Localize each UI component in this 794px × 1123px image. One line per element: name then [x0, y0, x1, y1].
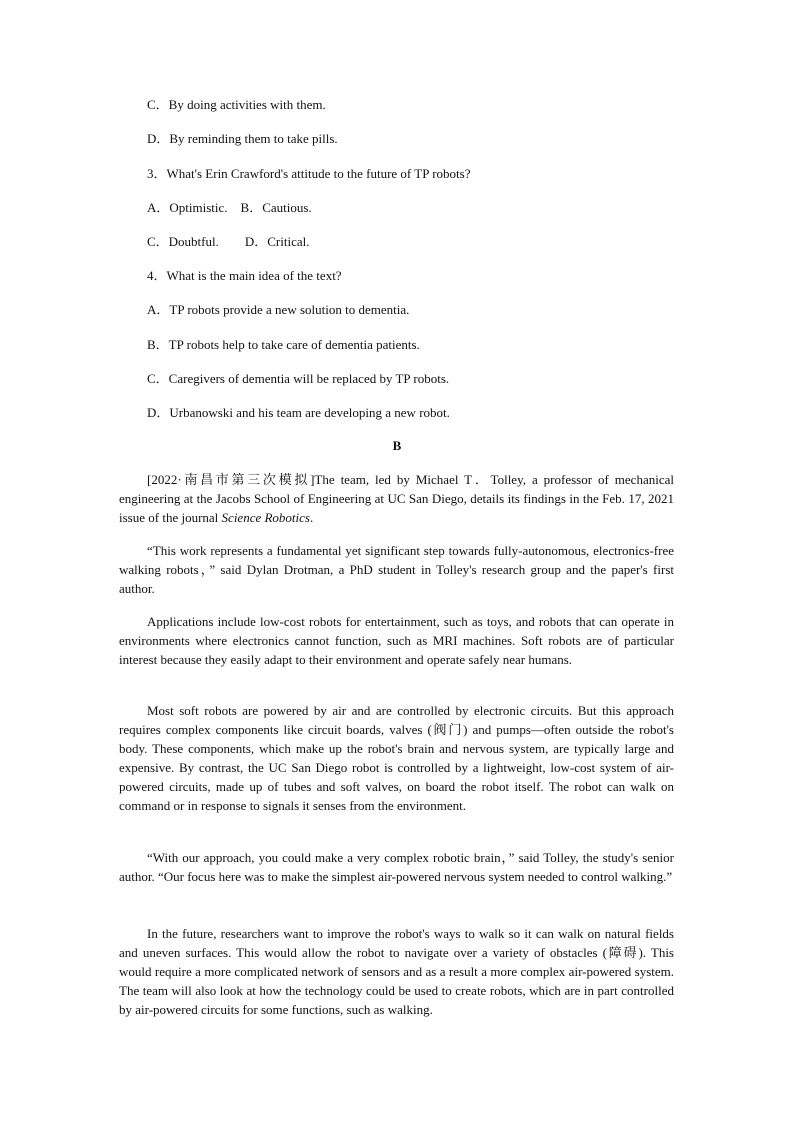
paragraph-3: Applications include low-cost robots for entertainment, such as toys, and robots that can operate in environments where electronics cannot function, such as MRI machines. Soft robots are of particular interest because they easily adapt to their environment and operate safely near humans.	[119, 614, 674, 667]
option-c-q4: C．Caregivers of dementia will be replaced by TP robots.	[147, 371, 450, 386]
option-c-q2: C．By doing activities with them.	[147, 97, 326, 112]
question-4: 4．What is the main idea of the text?	[147, 268, 342, 283]
options-cd-q3: C．Doubtful. D．Critical.	[147, 234, 310, 249]
question-3: 3．What's Erin Crawford's attitude to the future of TP robots?	[147, 166, 471, 181]
journal-title: Science Robotics	[221, 510, 310, 525]
paragraph-6: In the future, researchers want to improve the robot's ways to walk so it can walk on natural fields and uneven surfaces. This would allow the robot to navigate over a variety of obstacles (障碍). This would require a more complicated network of sensors and as a result a more complex air-powered system. The team will also look at how the technology could be used to create robots, which are in part controlled by air-powered circuits for some functions, such as walking.	[119, 926, 674, 1017]
paragraph-2: “This work represents a fundamental yet significant step towards fully-autonomous, electronics-free walking robots，” said Dylan Drotman, a PhD student in Tolley's research group and the paper's first author.	[119, 543, 674, 596]
section-letter-b: B	[392, 438, 402, 453]
option-d-q4: D．Urbanowski and his team are developing a new robot.	[147, 405, 450, 420]
option-b-q4: B．TP robots help to take care of dementia patients.	[147, 337, 420, 352]
paragraph-1-end: .	[309, 510, 314, 525]
paragraph-1-text: [2022·南昌市第三次模拟]The team, led by Michael T．Tolley, a professor of mechanical engineering at the Jacobs School of Engineering at UC San Diego, details its findings in the Feb. 17, 2021 issue of the journal	[119, 472, 674, 525]
options-ab-q3: A．Optimistic. B．Cautious.	[147, 200, 312, 215]
paragraph-4: Most soft robots are powered by air and are controlled by electronic circuits. But this approach requires complex components like circuit boards, valves (阀门) and pumps—often outside the robot's body. These components, which make up the robot's brain and nervous system, are typically large and expensive. By contrast, the UC San Diego robot is controlled by a lightweight, low-cost system of air-powered circuits, made up of tubes and soft valves, on board the robot itself. The robot can walk on command or in response to signals it senses from the environment.	[119, 703, 674, 813]
option-a-q4: A．TP robots provide a new solution to dementia.	[147, 302, 410, 317]
option-d-q2: D．By reminding them to take pills.	[147, 131, 338, 146]
paragraph-5: “With our approach, you could make a very complex robotic brain，” said Tolley, the study's senior author. “Our focus here was to make the simplest air-powered nervous system needed to control walking.”	[119, 850, 674, 884]
paragraph-1	[119, 470, 674, 527]
